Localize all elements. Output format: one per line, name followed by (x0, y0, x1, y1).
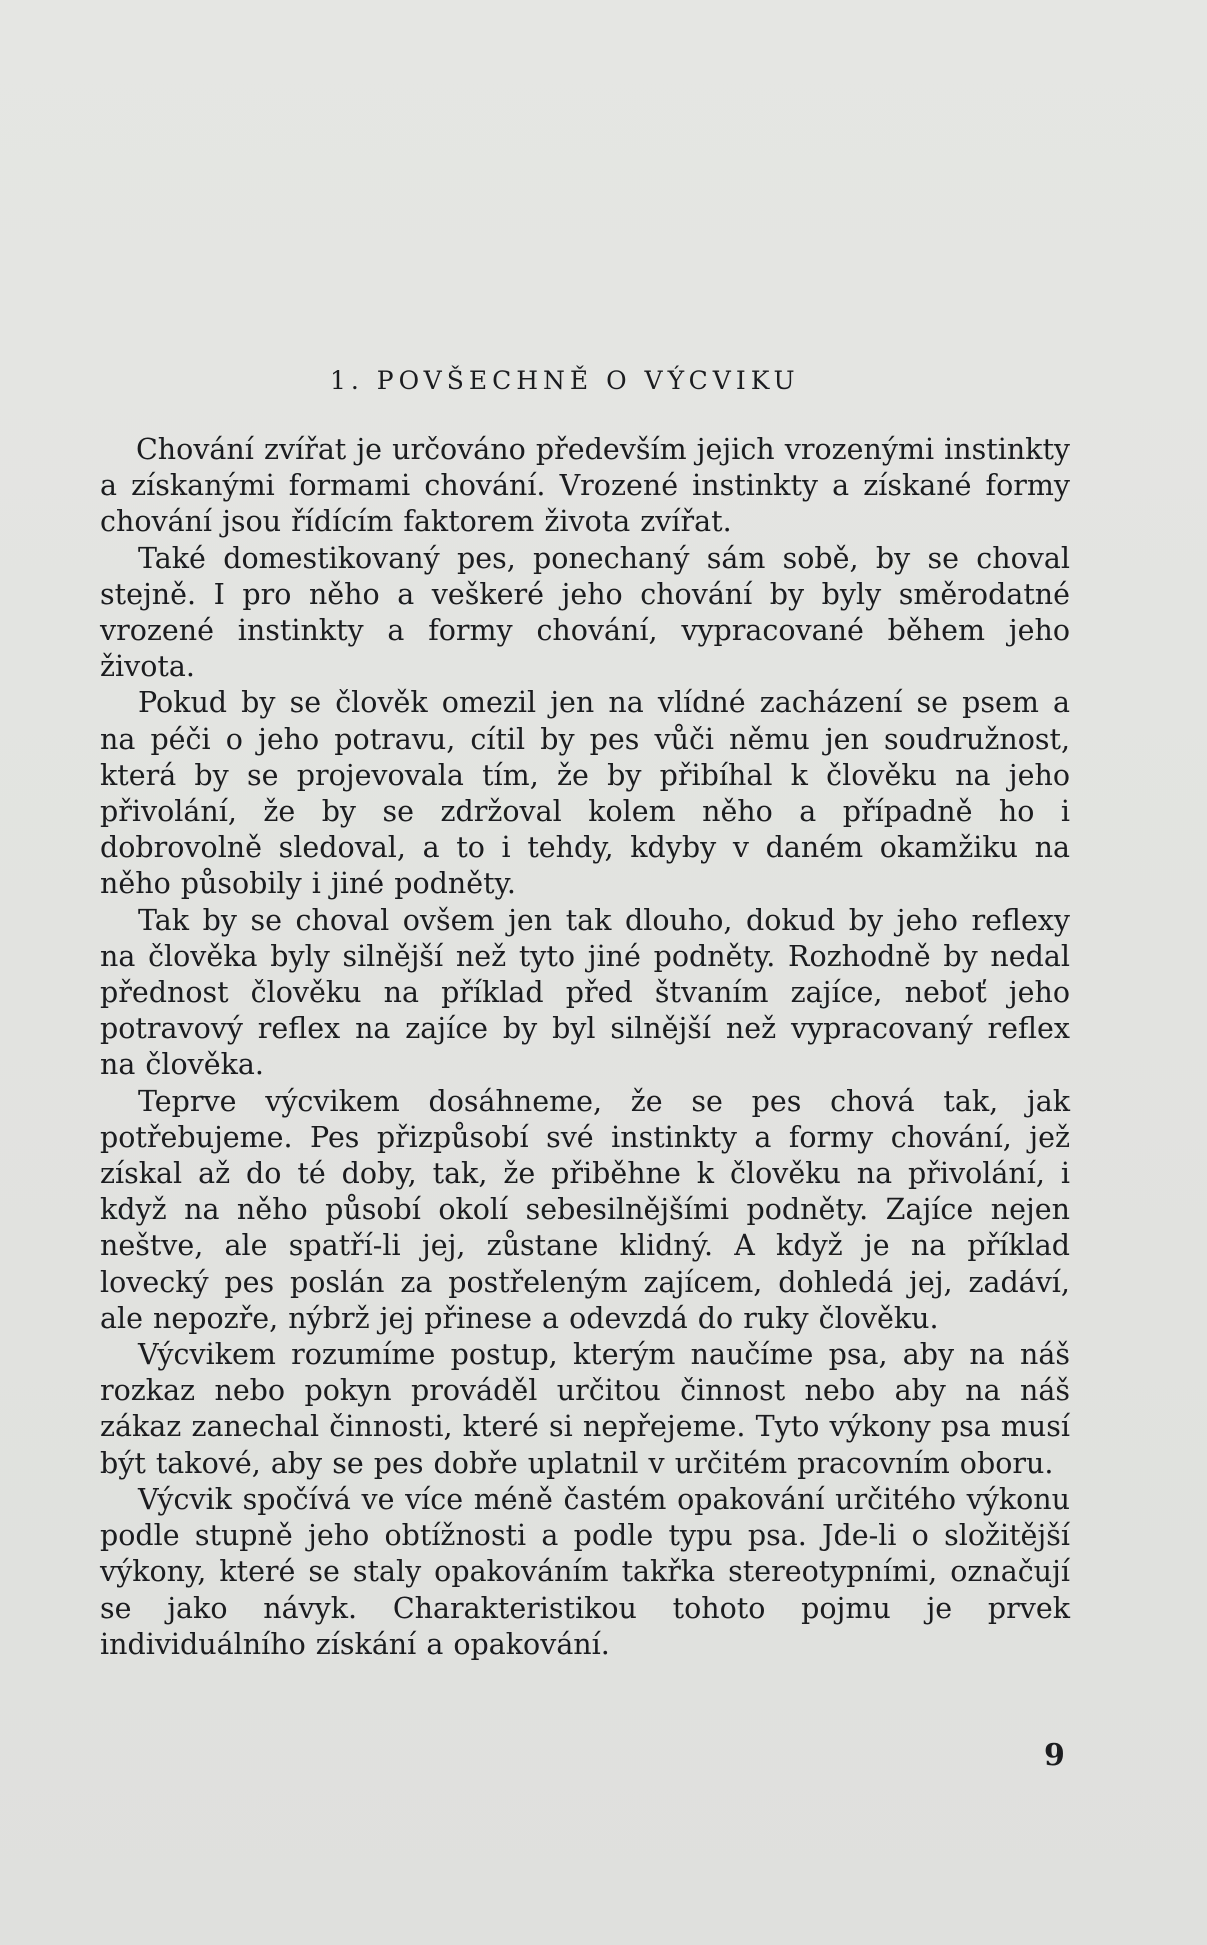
paragraph-2: Také domestikovaný pes, ponechaný sám sobě, by se choval stejně. I pro něho a veškeré jeho chování by byly směrodatné vrozené instinkty a formy chování, vypracované během jeho života. (100, 541, 1070, 684)
paragraph-7: Výcvik spočívá ve více méně častém opakování určitého výkonu podle stupně jeho obtížnosti a podle typu psa. Jde-li o složitější výkony, které se staly opakováním takřka stereotypními, označují se jako návyk. Charakteristikou tohoto pojmu je prvek individuálního získání a opakování. (100, 1482, 1070, 1661)
paragraph-4: Tak by se choval ovšem jen tak dlouho, dokud by jeho reflexy na člověka byly silnější než tyto jiné podněty. Rozhodně by nedal přednost člověku na příklad před štvaním zajíce, neboť jeho potravový reflex na zajíce by byl silnější než vypracovaný reflex na člověka. (100, 903, 1070, 1082)
paragraph-6: Výcvikem rozumíme postup, kterým naučíme psa, aby na náš rozkaz nebo pokyn prováděl určitou činnost nebo aby na náš zákaz zanechal činnosti, které si nepřejeme. Tyto výkony psa musí být takové, aby se pes dobře uplatnil v určitém pracovním oboru. (100, 1338, 1070, 1480)
chapter-heading: 1. POVŠECHNĚ O VÝCVIKU (330, 366, 800, 395)
body-text (100, 432, 1070, 1663)
paragraph-1: Chování zvířat je určováno především jejich vrozenými instinkty a získanými formami chování. Vrozené instinkty a získané formy chování jsou řídícím faktorem života zvířat. (100, 433, 1070, 539)
page-number: 9 (1044, 1738, 1065, 1773)
paragraph-3: Pokud by se člověk omezil jen na vlídné zacházení se psem a na péči o jeho potravu, cítil by pes vůči němu jen soudružnost, která by se projevovala tím, že by přibíhal k člověku na jeho přivolání, že by se zdržoval kolem něho a případně ho i dobrovolně sledoval, a to i tehdy, kdyby v daném okamžiku na něho působily i jiné podněty. (100, 686, 1070, 901)
paragraph-5: Teprve výcvikem dosáhneme, že se pes chová tak, jak potřebujeme. Pes přizpůsobí své instinkty a formy chování, jež získal až do té doby, tak, že přiběhne k člověku na přivolání, i když na něho působí okolí sebesilnějšími podněty. Zajíce nejen neštve, ale spatří-li jej, zůstane klidný. A když je na příklad lovecký pes poslán za postřeleným zajícem, dohledá jej, zadáví, ale nepozře, nýbrž jej přinese a odevzdá do ruky člověku. (100, 1084, 1070, 1335)
